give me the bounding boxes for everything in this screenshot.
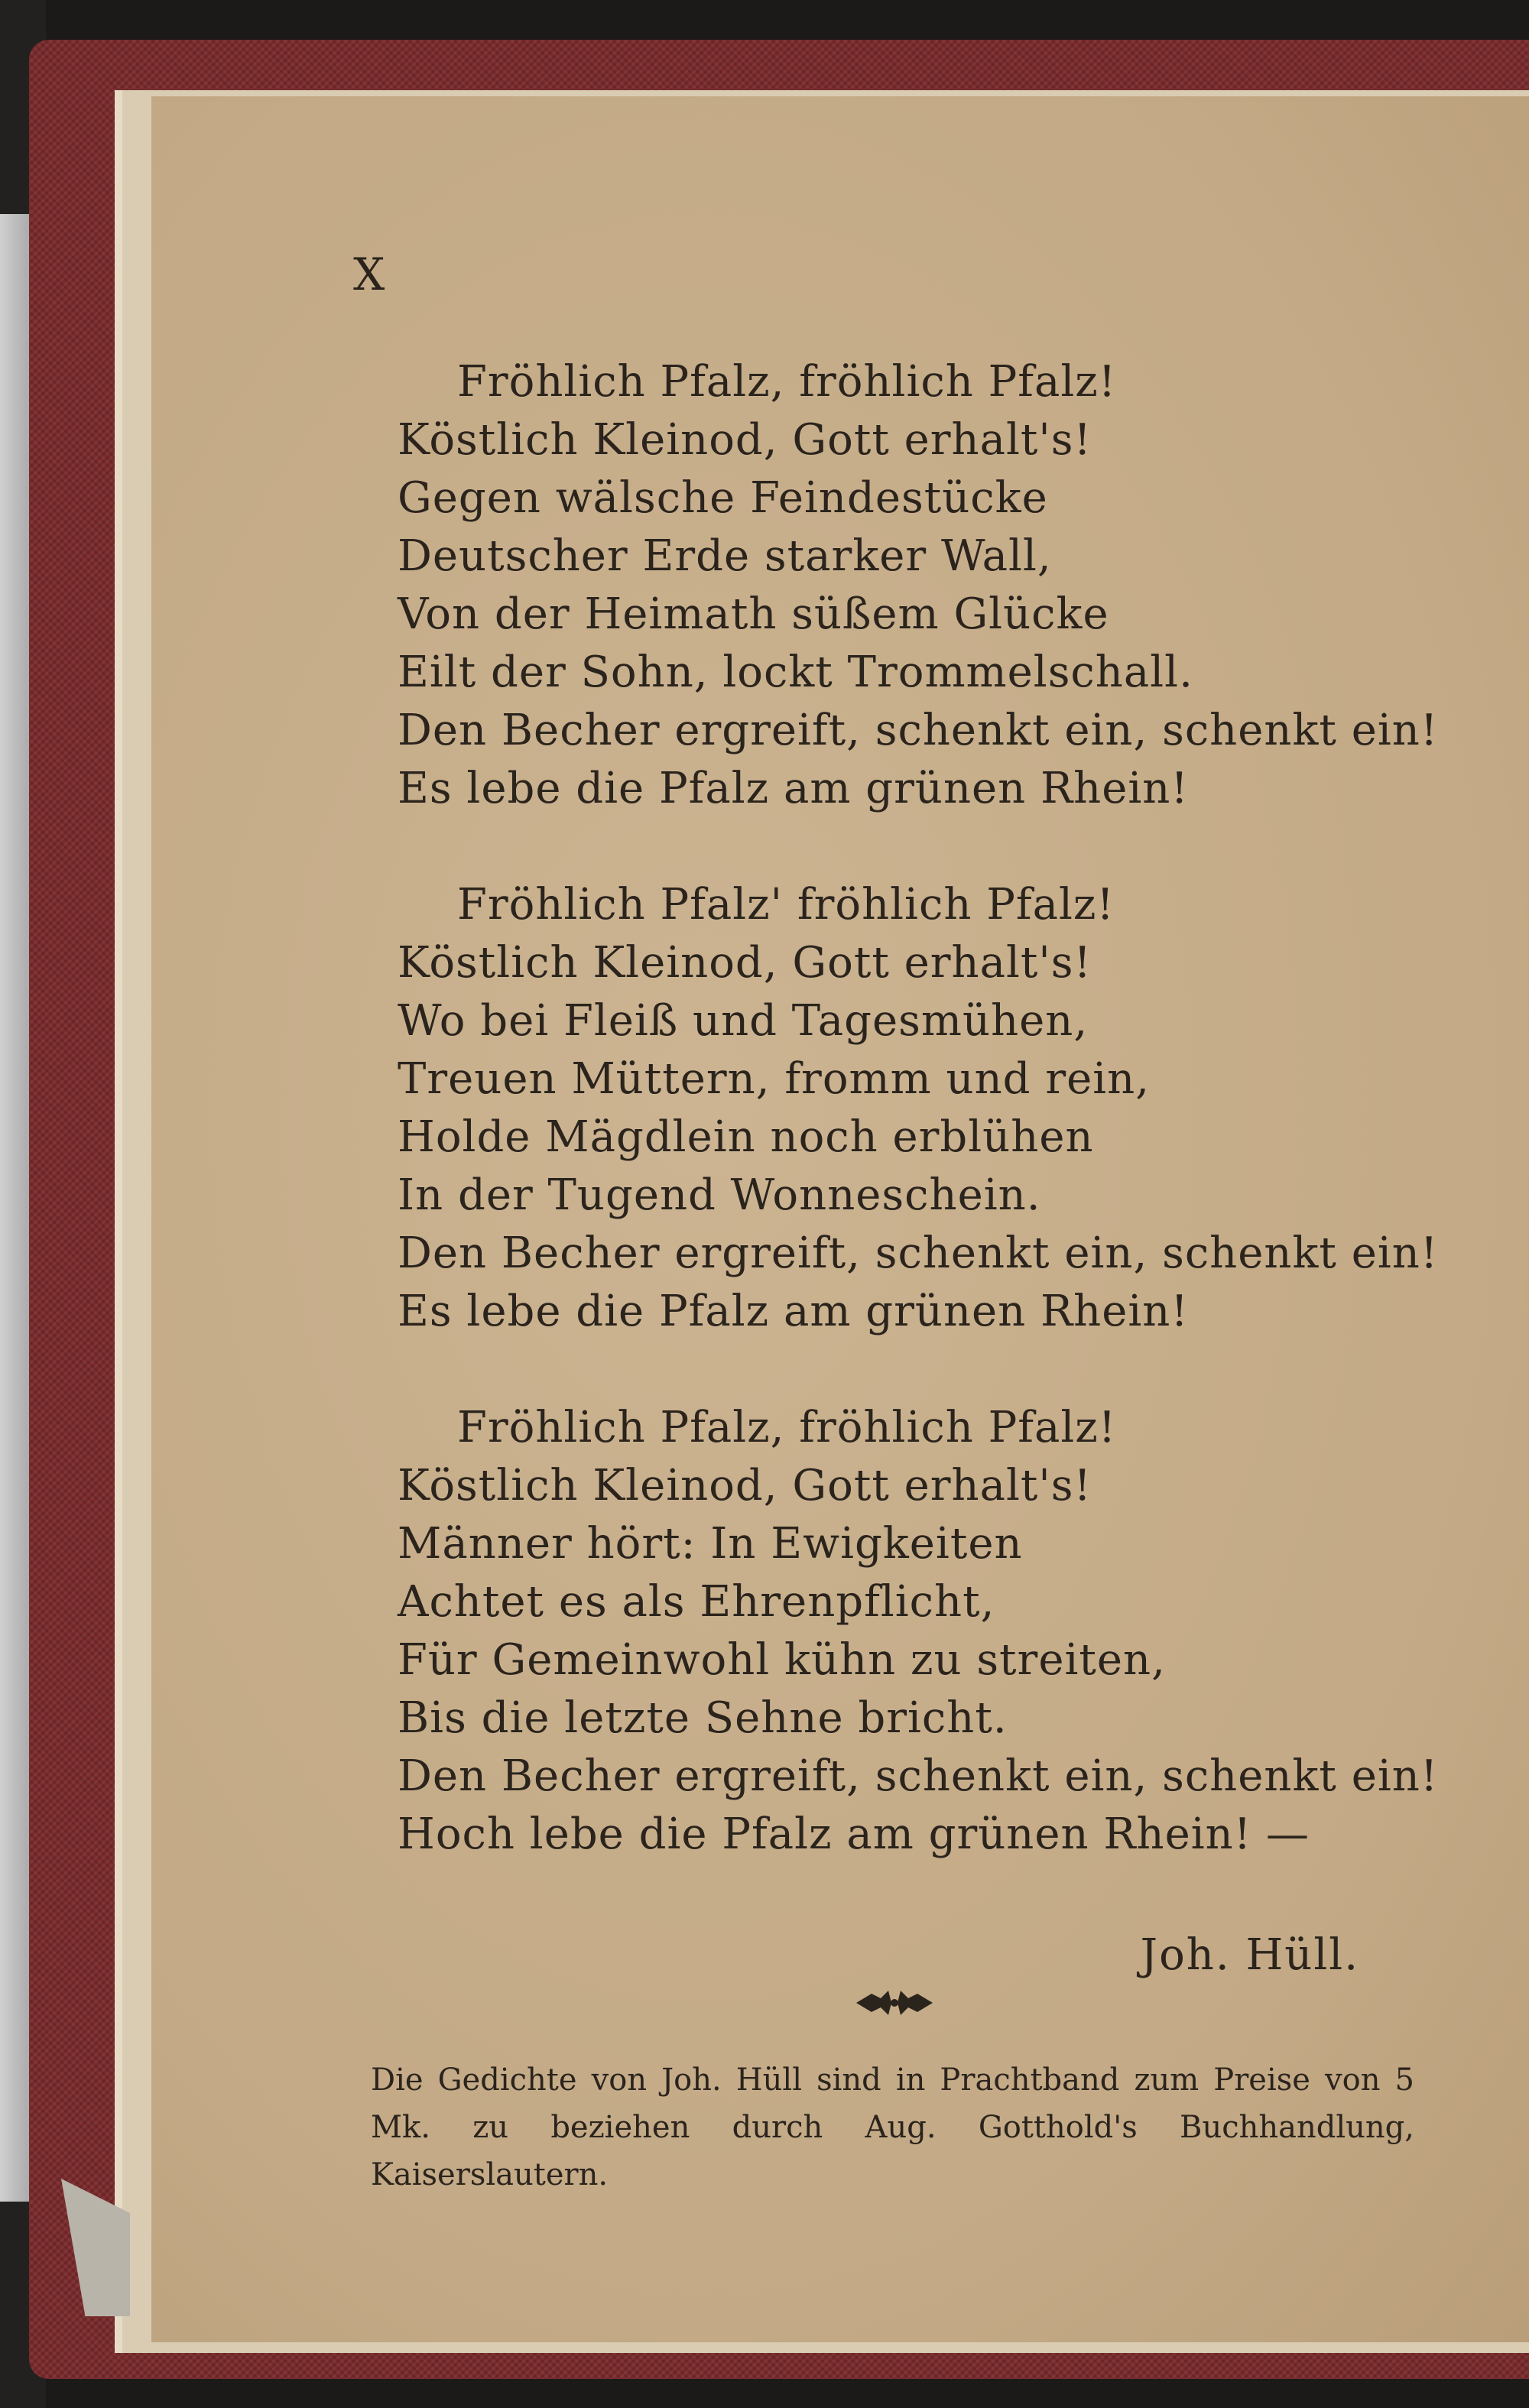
verse-line: Deutscher Erde starker Wall, [398,531,1052,581]
verse-line: Köstlich Kleinod, Gott erhalt's! [398,415,1092,465]
verse-line: Fröhlich Pfalz, fröhlich Pfalz! [457,357,1117,407]
verse-line: In der Tugend Wonneschein. [398,1170,1041,1220]
verse-line: Fröhlich Pfalz' fröhlich Pfalz! [457,880,1115,930]
refrain-line: Hoch lebe die Pfalz am grünen Rhein! — [398,1809,1310,1859]
verse-line: Holde Mägdlein noch erblühen [398,1112,1094,1162]
verse-line: Bis die letzte Sehne bricht. [398,1693,1008,1743]
footnote: Die Gedichte von Joh. Hüll sind in Prachtband zum Preise von 5 Mk. zu beziehen durch Aug. Gotthold's Buchhandlung, Kaiserslautern. [371,2062,1414,2192]
stanza-2 [398,876,1439,1341]
refrain-line: Den Becher ergreift, schenkt ein, schenkt ein! [398,706,1439,755]
poem-author: Joh. Hüll. [1140,1930,1359,1980]
verse-line: Achtet es als Ehrenpflicht, [398,1577,995,1627]
scanner-strip [0,214,31,2202]
stanza-1 [398,353,1439,818]
verse-line: Männer hört: In Ewigkeiten [398,1519,1023,1569]
verse-line: Gegen wälsche Feindestücke [398,473,1048,523]
refrain-line: Den Becher ergreift, schenkt ein, schenkt ein! [398,1751,1439,1801]
ornament-icon [849,1980,940,2026]
verse-line: Fröhlich Pfalz, fröhlich Pfalz! [457,1403,1117,1452]
verse-line: Köstlich Kleinod, Gott erhalt's! [398,1461,1092,1511]
poem [398,353,1439,1922]
refrain-line: Es lebe die Pfalz am grünen Rhein! [398,764,1189,813]
verse-line: Für Gemeinwohl kühn zu streiten, [398,1635,1166,1685]
stanza-3 [398,1399,1439,1864]
verse-line: Eilt der Sohn, lockt Trommelschall. [398,647,1193,697]
page-number: X [353,248,385,300]
verse-line: Treuen Müttern, fromm und rein, [398,1054,1151,1104]
refrain-line: Den Becher ergreift, schenkt ein, schenkt ein! [398,1228,1439,1278]
verse-line: Wo bei Fleiß und Tagesmühen, [398,996,1089,1046]
verse-line: Von der Heimath süßem Glücke [398,589,1109,639]
verse-line: Köstlich Kleinod, Gott erhalt's! [398,938,1092,988]
refrain-line: Es lebe die Pfalz am grünen Rhein! [398,1287,1189,1336]
